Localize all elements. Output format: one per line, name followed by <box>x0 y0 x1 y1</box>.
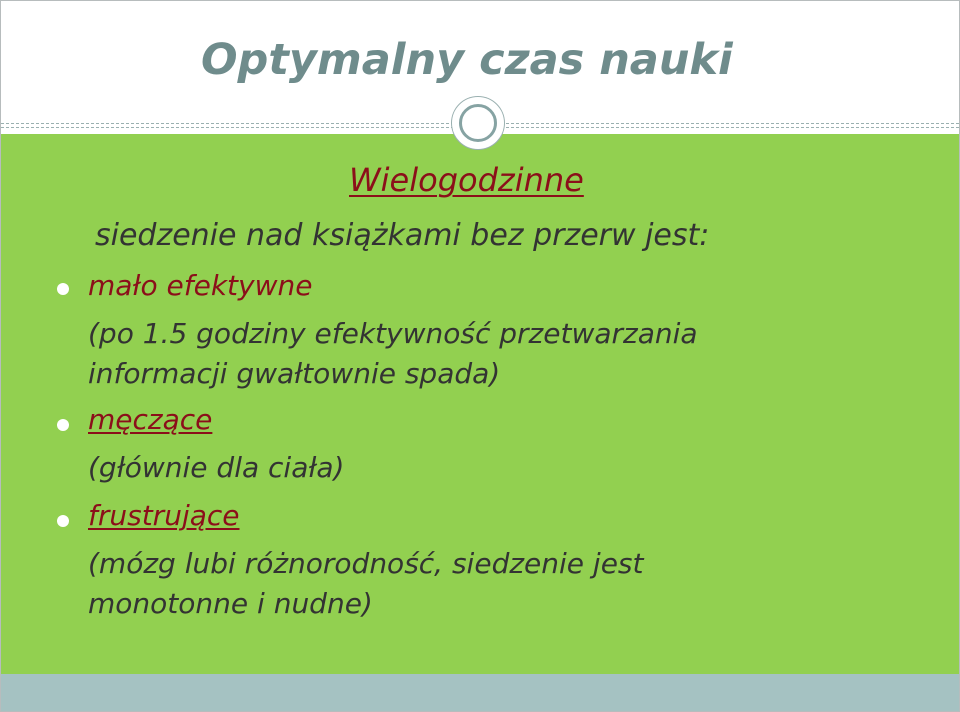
bullet-label: mało efektywne <box>88 269 313 302</box>
bullet-dot-icon <box>57 283 69 295</box>
bullet-label: frustrujące <box>88 499 240 532</box>
slide-title: Optymalny czas nauki <box>201 35 733 85</box>
bullet-note-line: (po 1.5 godziny efektywność przetwarzania <box>88 317 698 350</box>
bullet-label: męczące <box>88 403 213 436</box>
circle-ornament-inner <box>459 104 497 142</box>
intro-text: siedzenie nad książkami bez przerw jest: <box>95 218 710 253</box>
bullet-dot-icon <box>57 419 69 431</box>
circle-ornament-icon <box>452 97 504 149</box>
bullet-note-line: (mózg lubi różnorodność, siedzenie jest <box>88 547 644 580</box>
bullet-note-line: informacji gwałtownie spada) <box>88 357 501 390</box>
bullet-note-line: (głównie dla ciała) <box>88 451 345 484</box>
footer-bar <box>1 674 959 711</box>
slide-heading: Wielogodzinne <box>349 161 584 199</box>
bullet-dot-icon <box>57 515 69 527</box>
bullet-note-line: monotonne i nudne) <box>88 587 373 620</box>
